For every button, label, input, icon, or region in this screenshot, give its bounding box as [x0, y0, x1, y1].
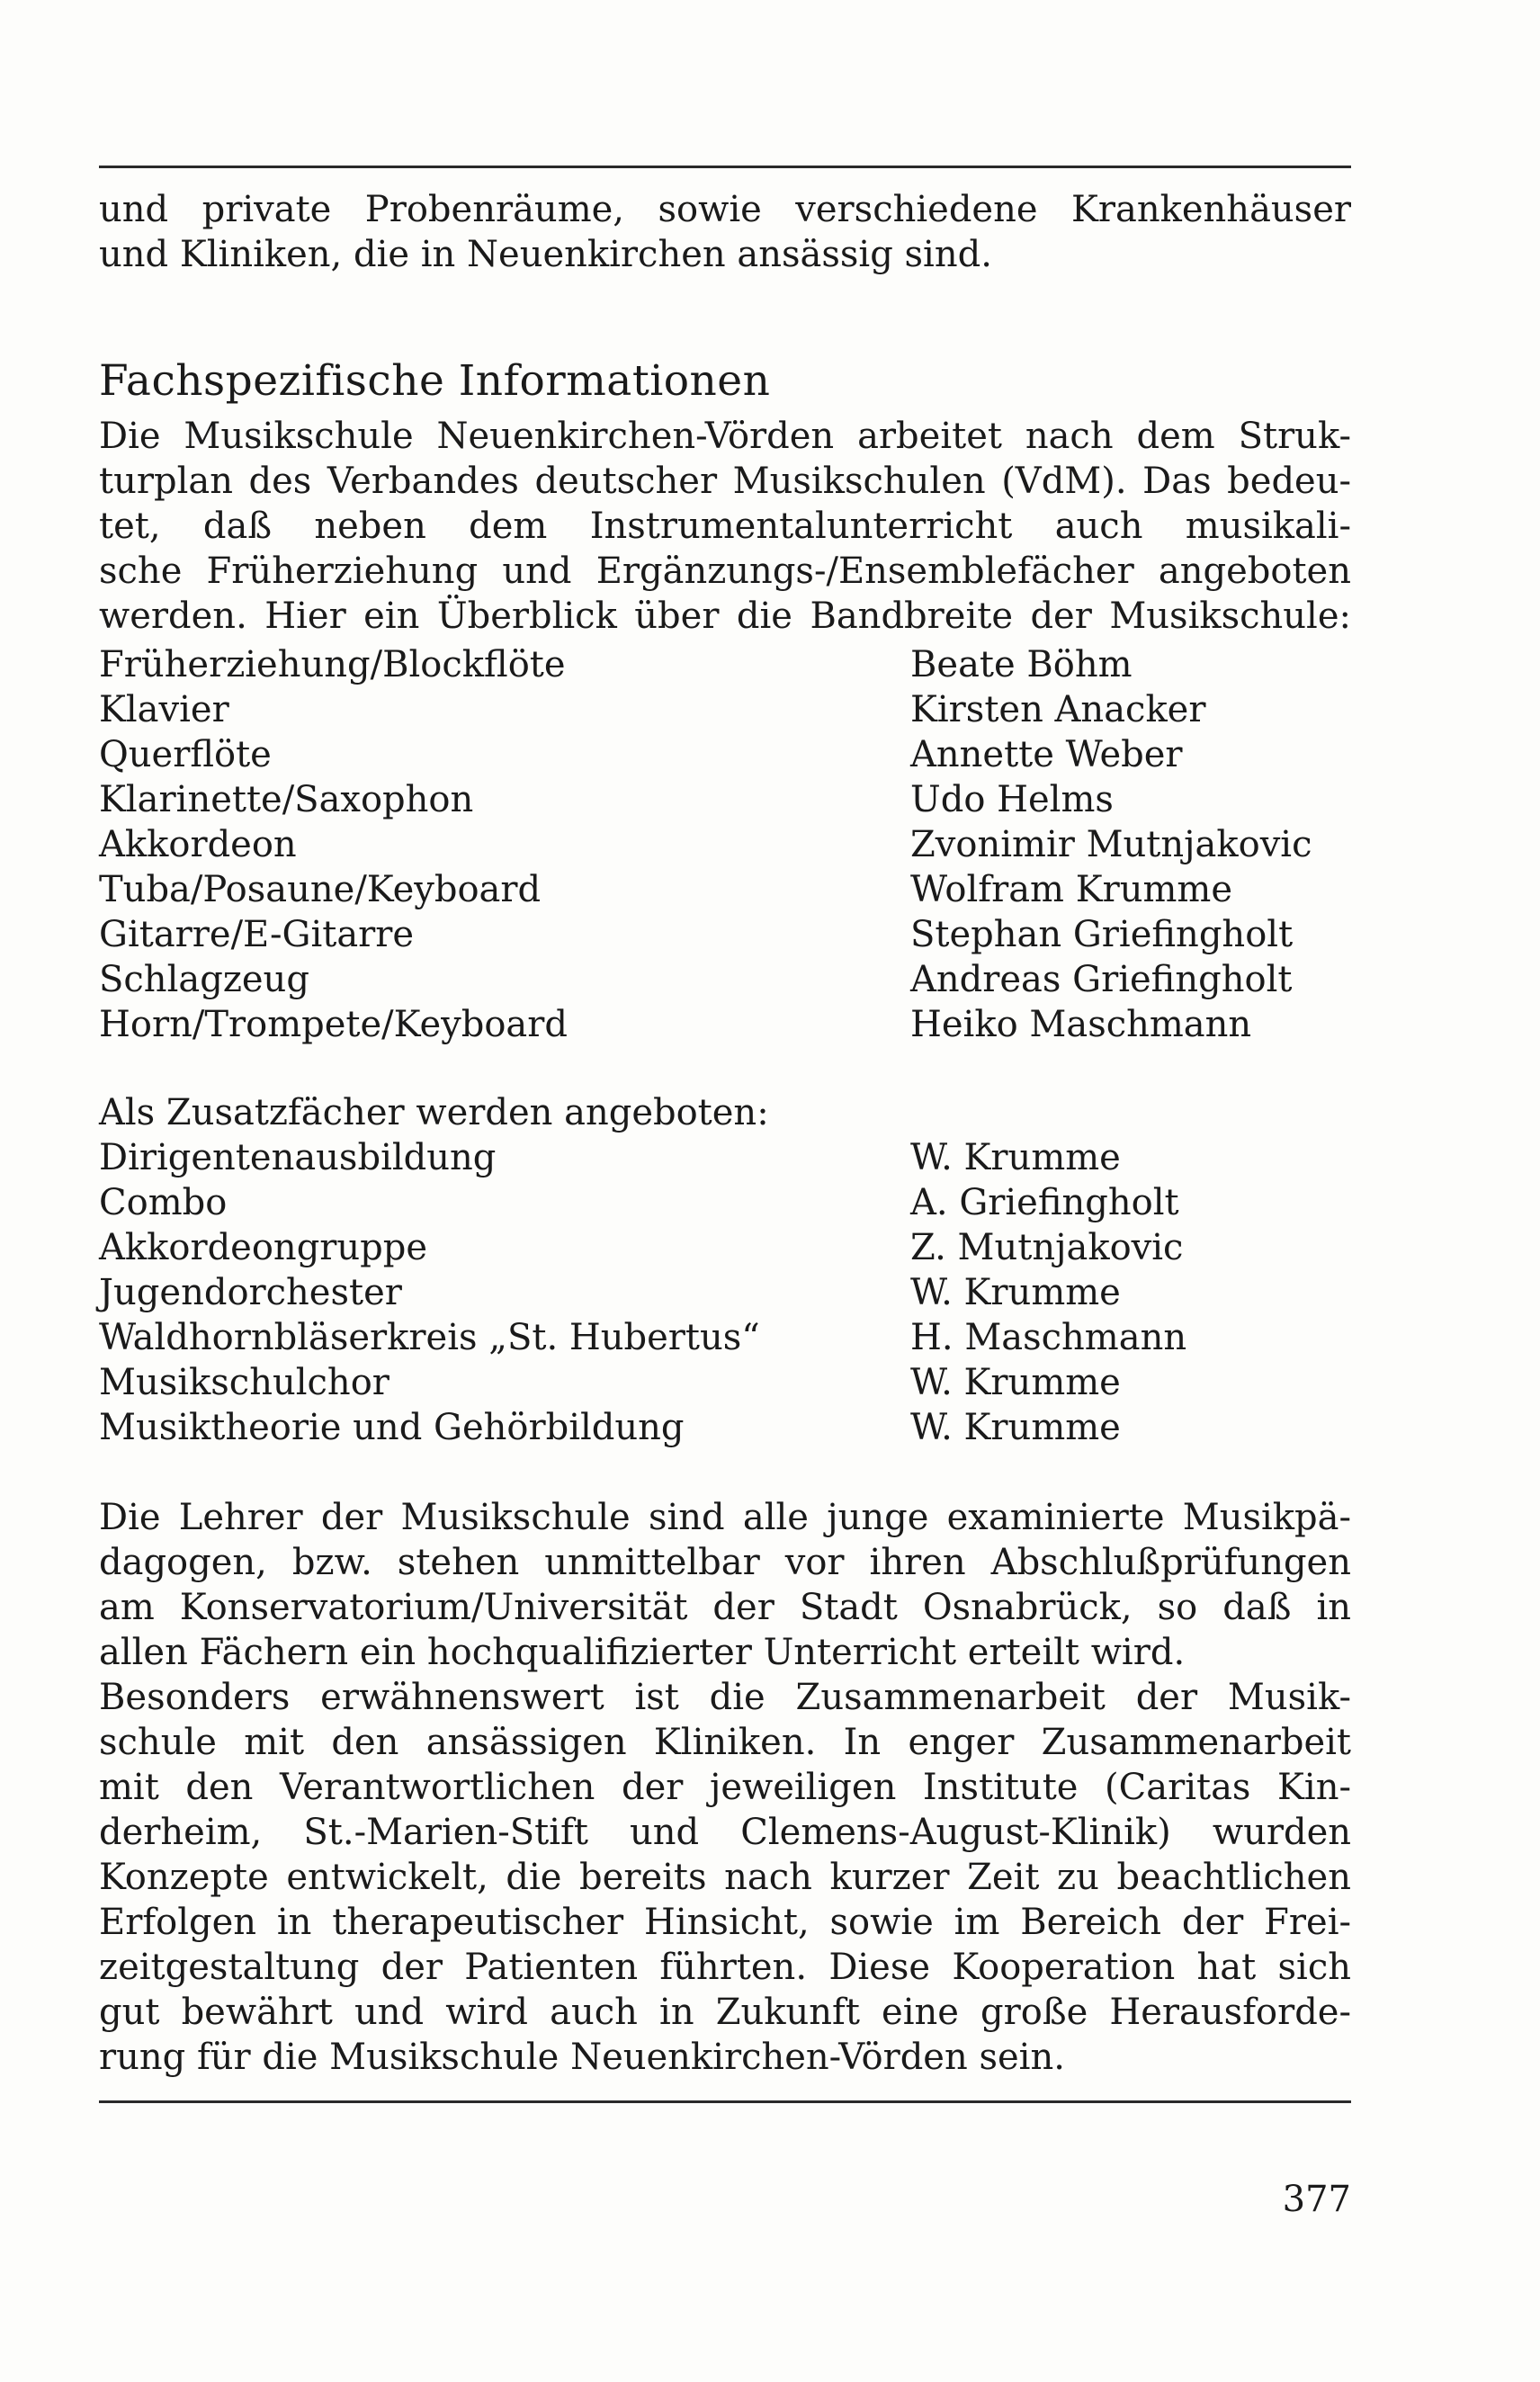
text-line: am Konservatorium/Universität der Stadt Osnabrück, so daß in [99, 1587, 1351, 1628]
list-item [99, 1360, 1351, 1405]
text-line: schule mit den ansässigen Kliniken. In enger Zusammenarbeit [99, 1722, 1351, 1763]
teacher-name: Beate Böhm [910, 644, 1133, 685]
subject-label: Klavier [99, 689, 229, 730]
subject-label: Akkordeongruppe [99, 1227, 428, 1268]
subject-label: Musikschulchor [99, 1362, 389, 1403]
section-heading: Fachspezifische Informationen [99, 356, 771, 406]
teacher-name: Heiko Maschmann [910, 1004, 1252, 1045]
teacher-name: A. Griefingholt [910, 1182, 1179, 1223]
list-item [99, 912, 1351, 957]
teacher-name: Wolfram Krumme [910, 869, 1232, 910]
bottom-rule [99, 2100, 1351, 2103]
list-item [99, 1315, 1351, 1360]
text-line: sche Früherziehung und Ergänzungs-/Ensemblefächer angeboten [99, 551, 1351, 592]
text-line: zeitgestaltung der Patienten führten. Diese Kooperation hat sich [99, 1947, 1351, 1988]
text-line: werden. Hier ein Überblick über die Bandbreite der Musikschule: [99, 596, 1351, 637]
text-line: tet, daß neben dem Instrumentalunterricht auch musikali- [99, 506, 1351, 547]
list-item [99, 732, 1351, 777]
extra-subjects-list [99, 1090, 1351, 1450]
teacher-name: Stephan Griefingholt [910, 914, 1294, 955]
subject-label: Jugendorchester [99, 1272, 402, 1313]
text-line: gut bewährt und wird auch in Zukunft eine große Herausforde- [99, 1992, 1351, 2033]
teacher-name: W. Krumme [910, 1272, 1121, 1313]
teacher-list [99, 642, 1351, 1047]
subject-label: Gitarre/E-Gitarre [99, 914, 415, 955]
text-line: Erfolgen in therapeutischer Hinsicht, sowie im Bereich der Frei- [99, 1902, 1351, 1943]
text-line: rung für die Musikschule Neuenkirchen-Vörden sein. [99, 2037, 1065, 2078]
text-line: dagogen, bzw. stehen unmittelbar vor ihren Abschlußprüfungen [99, 1542, 1351, 1583]
subject-label: Früherziehung/Blockflöte [99, 644, 566, 685]
teacher-name: Annette Weber [910, 734, 1183, 775]
info-paragraph [99, 414, 1351, 639]
list-item [99, 822, 1351, 867]
text-line: und private Probenräume, sowie verschiedene Krankenhäuser [99, 189, 1351, 230]
list-item [99, 1270, 1351, 1315]
text-line: Die Musikschule Neuenkirchen-Vörden arbeitet nach dem Struk- [99, 416, 1351, 457]
list-item [99, 1135, 1351, 1180]
subject-label: Combo [99, 1182, 228, 1223]
list-item [99, 1180, 1351, 1225]
subject-label: Querflöte [99, 734, 272, 775]
page-number: 377 [1282, 2179, 1351, 2220]
list-item [99, 1002, 1351, 1047]
text-line: turplan des Verbandes deutscher Musikschulen (VdM). Das bedeu- [99, 461, 1351, 502]
teachers-paragraph [99, 1495, 1351, 2080]
list-item [99, 687, 1351, 732]
list-item [99, 957, 1351, 1002]
teacher-name: W. Krumme [910, 1362, 1121, 1403]
subject-label: Horn/Trompete/Keyboard [99, 1004, 568, 1045]
list-item [99, 777, 1351, 822]
text-line: Die Lehrer der Musikschule sind alle junge examinierte Musikpä- [99, 1497, 1351, 1538]
teacher-name: Zvonimir Mutnjakovic [910, 824, 1312, 865]
teacher-name: Udo Helms [910, 779, 1114, 820]
subject-label: Schlagzeug [99, 959, 309, 1000]
text-line: Besonders erwähnenswert ist die Zusammenarbeit der Musik- [99, 1677, 1351, 1718]
subject-label: Akkordeon [99, 824, 297, 865]
teacher-name: H. Maschmann [910, 1317, 1187, 1358]
text-line: derheim, St.-Marien-Stift und Clemens-August-Klinik) wurden [99, 1812, 1351, 1853]
top-rule [99, 166, 1351, 168]
subject-label: Waldhornbläserkreis „St. Hubertus“ [99, 1317, 760, 1358]
list-item [99, 1225, 1351, 1270]
text-line: und Kliniken, die in Neuenkirchen ansässig sind. [99, 234, 992, 275]
text-line: Konzepte entwickelt, die bereits nach kurzer Zeit zu beachtlichen [99, 1857, 1351, 1898]
subject-label: Tuba/Posaune/Keyboard [99, 869, 542, 910]
teacher-name: W. Krumme [910, 1407, 1121, 1448]
list-item [99, 867, 1351, 912]
teacher-name: Andreas Griefingholt [910, 959, 1293, 1000]
list-item [99, 1405, 1351, 1450]
text-line: allen Fächern ein hochqualifizierter Unterricht erteilt wird. [99, 1632, 1186, 1673]
extra-subjects-heading: Als Zusatzfächer werden angeboten: [99, 1092, 769, 1133]
teacher-name: Kirsten Anacker [910, 689, 1206, 730]
text-line: mit den Verantwortlichen der jeweiligen Institute (Caritas Kin- [99, 1767, 1351, 1808]
intro-paragraph [99, 187, 1351, 277]
teacher-name: Z. Mutnjakovic [910, 1227, 1184, 1268]
subject-label: Musiktheorie und Gehörbildung [99, 1407, 685, 1448]
list-item [99, 642, 1351, 687]
teacher-name: W. Krumme [910, 1137, 1121, 1178]
subject-label: Klarinette/Saxophon [99, 779, 474, 820]
subject-label: Dirigentenausbildung [99, 1137, 497, 1178]
